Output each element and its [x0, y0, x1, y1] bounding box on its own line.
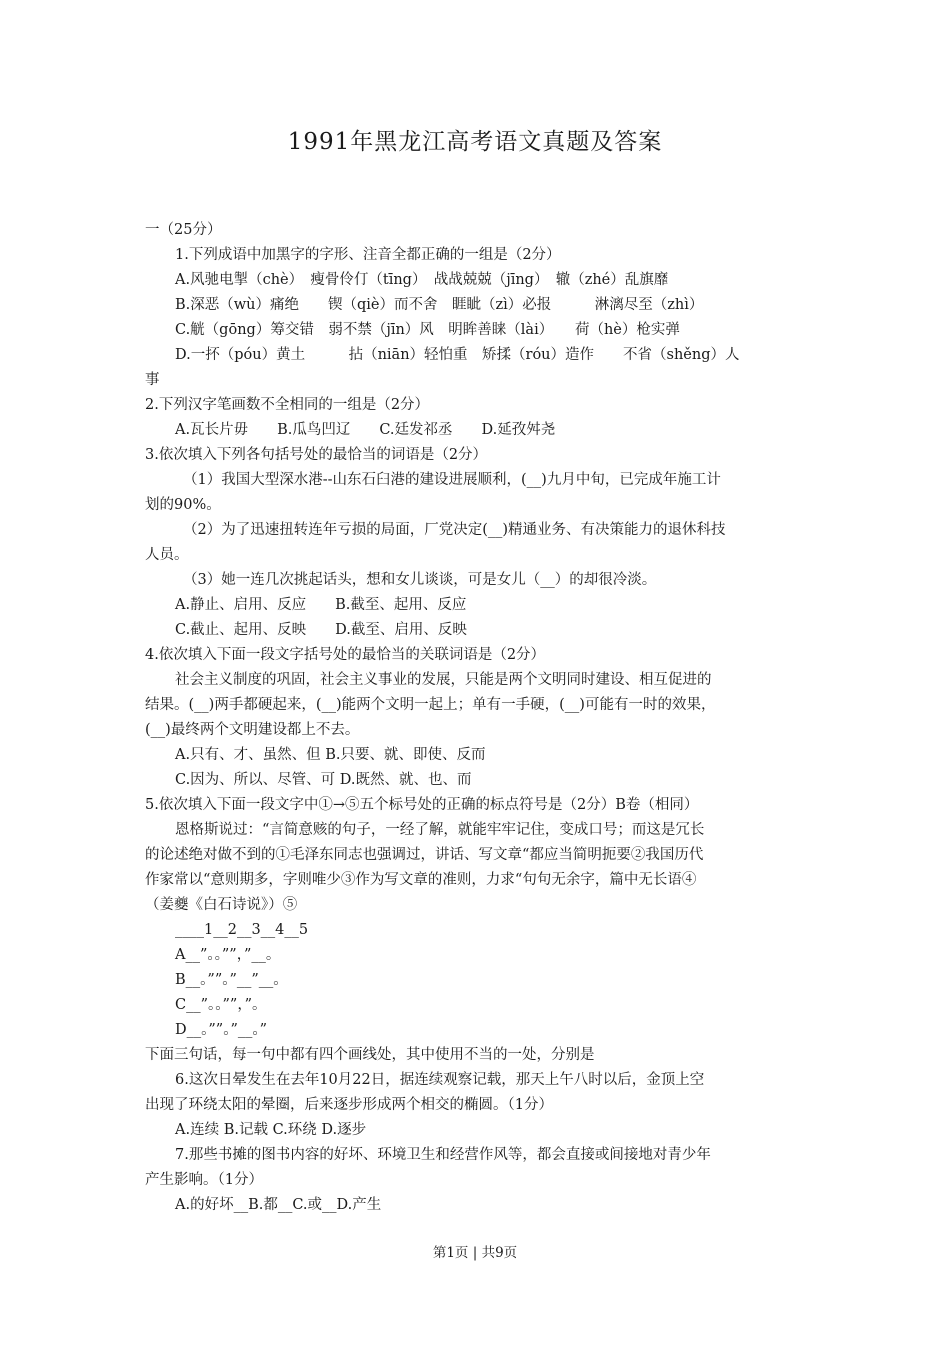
text-line: 人员。 [145, 547, 189, 563]
text-line: 3.依次填入下列各句括号处的最恰当的词语是（2分） [145, 447, 488, 463]
text-line: （姜夔《白石诗说》）⑤ [145, 897, 298, 913]
text-line: （2）为了迅速扭转连年亏损的局面，厂党决定(__)精通业务、有决策能力的退休科技 [183, 522, 726, 538]
text-line: 出现了环绕太阳的晕圈，后来逐步形成两个相交的椭圆。（1分） [145, 1097, 553, 1113]
page-title: 1991年黑龙江高考语文真题及答案 [287, 129, 663, 155]
text-line: 的论述绝对做不到的①毛泽东同志也强调过，讲话、写文章“都应当简明扼要②我国历代 [145, 847, 704, 863]
text-line: 7.那些书摊的图书内容的好坏、环境卫生和经营作风等，都会直接或间接地对青少年 [175, 1147, 711, 1163]
text-line: D__。””。”__。” [175, 1022, 268, 1038]
document-body [145, 218, 810, 1218]
text-line: （1）我国大型深水港--山东石臼港的建设进展顺利，(__)九月中旬，已完成年施工计 [183, 472, 721, 488]
text-line: A.瓦长片毋 B.瓜鸟凹辽 C.廷发祁丞 D.延孜舛尧 [175, 422, 556, 438]
text-line: 事 [145, 372, 160, 388]
text-line: 结果。(__)两手都硬起来，(__)能两个文明一起上；单有一手硬，(__)可能有一时的效果， [145, 697, 716, 713]
text-line: 划的90%。 [145, 497, 221, 513]
text-line: A.的好坏__B.都__C.或__D.产生 [175, 1197, 382, 1213]
text-line: （3）她一连几次挑起话头，想和女儿谈谈，可是女儿（__）的却很冷淡。 [183, 572, 657, 588]
text-line: A.静止、启用、反应 B.截至、起用、反应 [175, 597, 467, 613]
text-line: C.因为、所以、尽管、可 D.既然、就、也、而 [175, 772, 472, 788]
text-line: A.连续 B.记载 C.环绕 D.逐步 [175, 1122, 367, 1138]
text-line: (__)最终两个文明建设都上不去。 [145, 722, 360, 738]
text-line: 下面三句话，每一句中都有四个画线处，其中使用不当的一处，分别是 [145, 1047, 595, 1063]
text-line: 恩格斯说过：“言简意赅的句子，一经了解，就能牢牢记住，变成口号；而这是冗长 [175, 822, 705, 838]
text-line: C__”。。””，”。 [175, 997, 267, 1013]
text-line: B__。””。”__”__。 [175, 972, 288, 988]
text-line: 6.这次日晕发生在去年10月22日，据连续观察记载，那天上午八时以后，金顶上空 [175, 1072, 705, 1088]
text-line: B.深恶（wù）痛绝 锲（qiè）而不舍 睚眦（zì）必报 淋漓尽至（zhì） [175, 297, 704, 313]
text-line: 5.依次填入下面一段文字中①→⑤五个标号处的正确的标点符号是（2分）B卷（相同） [145, 797, 699, 813]
text-line: A.风驰电掣（chè） 瘦骨伶仃（tīng） 战战兢兢（jīng） 辙（zhé）乱旗靡 [175, 272, 669, 288]
text-line: D.一抔（póu）黄土 拈（niān）轻怕重 矫揉（róu）造作 不省（shěng）人 [175, 347, 740, 363]
text-line: 1.下列成语中加黑字的字形、注音全都正确的一组是（2分） [175, 247, 561, 263]
text-line: 一（25分） [145, 222, 222, 238]
text-line: 4.依次填入下面一段文字括号处的最恰当的关联词语是（2分） [145, 647, 546, 663]
page-footer: 第1页 | 共9页 [432, 1245, 518, 1261]
text-line: 2.下列汉字笔画数不全相同的一组是（2分） [145, 397, 430, 413]
text-line: 产生影响。（1分） [145, 1172, 263, 1188]
text-line: 社会主义制度的巩固，社会主义事业的发展，只能是两个文明同时建设、相互促进的 [175, 672, 712, 688]
text-line: A.只有、才、虽然、但 B.只要、就、即使、反而 [175, 747, 486, 763]
text-line: C.觥（gōng）筹交错 弱不禁（jīn）风 明眸善睐（lài） 荷（hè）枪实弹 [175, 322, 680, 338]
text-line: A__”。。””，”__。 [175, 947, 281, 963]
text-line: ____1__2__3__4__5 [175, 922, 309, 938]
text-line: C.截止、起用、反映 D.截至、启用、反映 [175, 622, 467, 638]
text-line: 作家常以“意则期多，字则唯少③作为写文章的准则，力求“句句无余字，篇中无长语④ [145, 872, 697, 888]
